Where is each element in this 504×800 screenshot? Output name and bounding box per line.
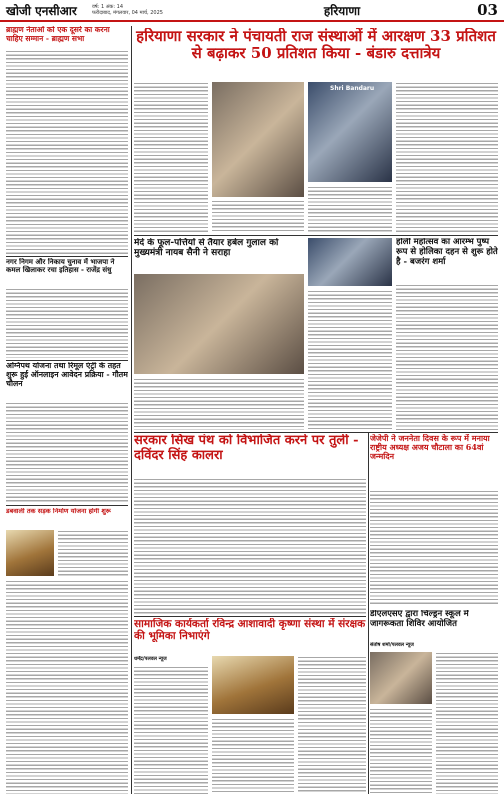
agniveer-body (6, 402, 128, 502)
main-headline: हरियाणा सरकार ने पंचायती राज संस्थाओं में आरक्षण 33 प्रतिशत से बढ़ाकर 50 प्रतिशत किया - बंडारु दत्तात्रेय (136, 28, 496, 63)
newspaper-brand: खोजी एनसीआर (6, 3, 77, 18)
main-body-col3 (308, 186, 392, 232)
nagar-nigam-body (6, 288, 128, 358)
road-headline: डबवाली तक सड़क निर्माण योजना होगी शुरू (6, 508, 111, 515)
section-title: हरियाणा (323, 3, 361, 18)
ravindra-byline: धर्मेंद्र/पलवल न्यूज (134, 656, 167, 662)
gulal-photo (134, 274, 304, 374)
road-photo (6, 530, 54, 576)
holi-body (396, 284, 498, 430)
section-rule (134, 616, 366, 617)
jjp-headline: जेजेपी ने जननेता दिवस के रूप में मनाया राष्ट्रीय अध्यक्ष अजय चौटाला का 64वां जन्मदिन (370, 434, 490, 462)
agniveer-headline: अग्निपथ योजना तथा रिमूल एंट्री के तहत शुरू हुई ऑनलाइन आवेदन प्रक्रिया - गौतम चौलन (6, 362, 128, 388)
road-body (58, 530, 128, 576)
main-body-col4 (396, 82, 498, 232)
masthead (0, 0, 504, 22)
main-photo (212, 82, 304, 197)
dlsa-body-col1 (370, 708, 432, 794)
ravindra-headline: सामाजिक कार्यकर्ता रविन्द्र आशावादी कृष्णा संस्था में संरक्षक की भूमिका निभाएंगे (134, 618, 366, 643)
centre-photo (308, 238, 392, 286)
holi-headline: होली महोत्सव का आरम्भ पुष्प रूप से होलिका दहन से शुरू होते है - बजरंग शर्मा (396, 238, 498, 267)
edition-line-2: फरीदाबाद, मंगलवार, 04 मार्च, 2025 (92, 10, 163, 16)
dlsa-body-col2 (436, 652, 498, 794)
section-rule (6, 505, 128, 506)
section-rule (6, 256, 128, 257)
dlsa-headline: डीएलएसए द्वारा चिल्ड्रन स्कूल में जागरूकता शिविर आयोजित (370, 610, 469, 629)
brahmin-headline: ब्राह्मण नेताओं को एक दूसरे का करना चाहिए सम्मान - ब्राह्मण सभा (6, 26, 110, 43)
section-rule (134, 235, 498, 236)
jjp-body (370, 490, 498, 606)
sikh-body (134, 478, 366, 614)
ravindra-photo (212, 656, 294, 714)
section-rule (134, 432, 498, 433)
ravindra-body-col2 (212, 718, 294, 794)
edition-line-1: वर्ष: 1 अंक: 14 (92, 4, 124, 10)
bandaru-caption: Shri Bandaru (330, 85, 375, 92)
ravindra-body-col1 (134, 666, 208, 794)
edition-meta (92, 4, 220, 16)
gulal-body (134, 378, 304, 430)
page-number: 03 (477, 1, 498, 19)
nagar-nigam-headline: नगर निगम और निकाय चुनाव में भाजपा ने कमल खिलाकर रचा इतिहास - राजेंद्र संधु (6, 258, 115, 275)
sikh-headline: सरकार सिख पंथ को विभाजित करने पर तुली - दविंदर सिंह कालरा (134, 434, 359, 463)
dlsa-photo (370, 652, 432, 704)
brahmin-body (6, 50, 128, 255)
main-body-col1 (134, 82, 208, 232)
centre-body (308, 290, 392, 430)
section-rule (6, 360, 128, 361)
gulal-headline: मेदे के फूल-पत्तियों से तैयार हर्बल गुलाल को मुख्यमंत्री नायब सैनी ने सराहा (134, 238, 279, 259)
ravindra-body-col3 (298, 656, 366, 794)
column-rule (131, 26, 132, 794)
main-body-col2 (212, 200, 304, 232)
left-lower-body (6, 580, 128, 794)
dlsa-byline: संतोष शर्मा/पलवल न्यूज (370, 642, 414, 648)
bandaru-photo (308, 82, 392, 182)
column-rule (368, 432, 369, 794)
